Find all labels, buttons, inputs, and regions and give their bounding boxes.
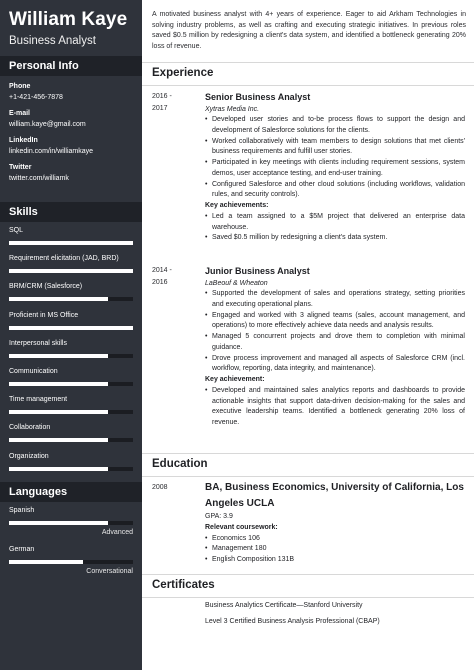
experience-heading: Experience	[152, 67, 214, 79]
language-item	[9, 502, 133, 541]
job-date-start: 2016 -	[152, 93, 172, 100]
job-date	[152, 265, 192, 288]
skill-item	[9, 391, 133, 419]
language-name: German	[9, 546, 35, 553]
education-heading: Education	[152, 458, 208, 470]
skill-item	[9, 222, 133, 250]
skill-item	[9, 335, 133, 363]
skill-bar-fill	[9, 438, 108, 442]
language-bar-fill	[9, 560, 83, 564]
skill-bar	[9, 269, 133, 273]
job-bullet: • Supported the development of sales and operations strategy, setting priorities and executing operational plans.	[205, 289, 465, 311]
achievements-label: Key achievements:	[205, 202, 269, 209]
certificate-item: Level 3 Certified Business Analysis Professional (CBAP)	[205, 618, 380, 625]
job-bullet: • Managed 5 concurrent projects and drove them to completion with minimal guidance.	[205, 332, 465, 354]
email-label: E-mail	[9, 110, 31, 117]
achievement-bullets	[205, 212, 465, 244]
skill-name: Collaboration	[9, 424, 51, 432]
skill-bar-fill	[9, 269, 133, 273]
job-bullet: • Engaged and worked with 3 aligned teams (sales, account management, and operations) to more effectively achieve data needs and analysis results.	[205, 311, 465, 333]
certificates-heading: Certificates	[152, 579, 215, 591]
skill-name: Communication	[9, 367, 58, 375]
linkedin-value: linkedin.com/in/williamkaye	[9, 148, 94, 155]
skill-bar-fill	[9, 382, 108, 386]
achievement-bullet: • Saved $0.5 million by redesigning a client's data system.	[205, 233, 465, 244]
achievements-label: Key achievement:	[205, 376, 265, 383]
job-content	[205, 265, 465, 429]
skill-item	[9, 278, 133, 306]
language-name: Spanish	[9, 507, 35, 514]
divider	[142, 453, 474, 454]
skill-name: Time management	[9, 396, 68, 404]
skill-bar	[9, 297, 133, 301]
skill-name: Proficient in MS Office	[9, 311, 79, 319]
coursework-item: • Management 180	[205, 544, 465, 555]
twitter-label: Twitter	[9, 164, 32, 171]
education-content	[205, 480, 465, 566]
skill-item	[9, 419, 133, 447]
job-title: Junior Business Analyst	[205, 266, 310, 276]
linkedin-label: LinkedIn	[9, 137, 38, 144]
education-date: 2008	[152, 484, 168, 491]
twitter-value: twitter.com/williamk	[9, 175, 69, 182]
job-content	[205, 91, 465, 244]
job-bullet: • Worked collaboratively with team members to design solutions that met clients' business requirements and fulfill user stories.	[205, 137, 465, 159]
sidebar	[0, 0, 142, 670]
language-level: Advanced	[101, 529, 133, 536]
skills-heading: Skills	[0, 202, 142, 222]
phone-label: Phone	[9, 83, 31, 90]
coursework-item: • Economics 106	[205, 534, 465, 545]
achievement-bullet: • Led a team assigned to a $5M project that delivered an enterprise data warehouse.	[205, 212, 465, 234]
coursework-list	[205, 534, 465, 566]
job-company: LaBeouf & Wheaton	[205, 280, 268, 287]
skill-bar	[9, 241, 133, 245]
personal-info-section	[0, 82, 142, 202]
achievement-bullets	[205, 386, 465, 429]
phone-value: +1-421-456-7878	[9, 94, 63, 101]
job-date	[152, 91, 192, 114]
certificate-item: Business Analytics Certificate—Stanford University	[205, 602, 363, 609]
skill-bar-fill	[9, 354, 108, 358]
skills-section	[0, 222, 142, 482]
sidebar-header	[0, 0, 142, 56]
skill-bar	[9, 410, 133, 414]
personal-info-heading: Personal Info	[0, 56, 142, 76]
skill-bar-fill	[9, 297, 108, 301]
candidate-title: Business Analyst	[9, 35, 96, 47]
language-bar	[9, 560, 133, 564]
job-date-end: 2017	[152, 104, 168, 112]
job-bullets	[205, 289, 465, 375]
job-bullet: • Configured Salesforce and other cloud solutions (including workflows, validation rules, and security controls).	[205, 180, 465, 202]
job-bullet: • Developed user stories and to-be process flows to support the design and development of Salesforce solutions for the clients.	[205, 115, 465, 137]
coursework-item: • English Composition 131B	[205, 555, 465, 566]
skill-bar	[9, 467, 133, 471]
main-content	[142, 0, 474, 670]
skill-name: Organization	[9, 452, 49, 460]
gpa: GPA: 3.9	[205, 513, 233, 520]
languages-section	[0, 502, 142, 580]
job-date-start: 2014 -	[152, 267, 172, 274]
divider	[142, 85, 474, 86]
candidate-name: William Kaye	[9, 9, 128, 30]
skill-bar	[9, 438, 133, 442]
degree: BA, Business Economics, University of California, Los Angeles UCLA	[205, 482, 464, 509]
job-title: Senior Business Analyst	[205, 92, 311, 102]
skill-name: SQL	[9, 227, 24, 234]
skill-item	[9, 448, 133, 476]
languages-heading: Languages	[0, 482, 142, 502]
skill-item	[9, 363, 133, 391]
job-bullet: • Drove process improvement and managed all aspects of Salesforce CRM (incl. workflow, reporting, data integrity, and maintenance).	[205, 354, 465, 376]
skill-name: Requirement elicitation (JAD, BRD)	[9, 255, 119, 263]
skill-item	[9, 307, 133, 335]
skill-bar-fill	[9, 326, 133, 330]
skill-bar-fill	[9, 241, 133, 245]
coursework-label: Relevant coursework:	[205, 523, 278, 531]
email-value: william.kaye@gmail.com	[9, 121, 86, 128]
summary: A motivated business analyst with 4+ years of experience. Eager to aid Arkham Technologies in solving industry problems, as well as crafting and executing strategic initiatives. In previous roles saved $0.5 million by redesigning a client's data system, and identified a bottleneck generating 20% loss of revenue.	[152, 11, 466, 51]
job-date-end: 2016	[152, 278, 168, 286]
job-bullet: • Participated in key meetings with clients including requirement sessions, system demos, user acceptance testing, and end-user training.	[205, 158, 465, 180]
divider	[142, 476, 474, 477]
divider	[142, 62, 474, 63]
skill-name: BRM/CRM (Salesforce)	[9, 283, 83, 291]
job-bullets	[205, 115, 465, 201]
job-company: Xytras Media Inc.	[205, 106, 260, 113]
skill-bar	[9, 326, 133, 330]
language-level: Conversational	[86, 568, 133, 575]
language-bar-fill	[9, 521, 108, 525]
skill-item	[9, 250, 133, 278]
skill-name: Interpersonal skills	[9, 339, 67, 347]
skill-bar	[9, 354, 133, 358]
achievement-bullet: • Developed and maintained sales analytics reports and dashboards to provide actionable insights that support data-driven decision-making for the sales and executive leadership teams. Identified a bottleneck generating 20% loss of revenue.	[205, 386, 465, 429]
skill-bar	[9, 382, 133, 386]
skill-bar-fill	[9, 467, 108, 471]
language-bar	[9, 521, 133, 525]
language-item	[9, 541, 133, 580]
divider	[142, 574, 474, 575]
skill-bar-fill	[9, 410, 108, 414]
divider	[142, 597, 474, 598]
